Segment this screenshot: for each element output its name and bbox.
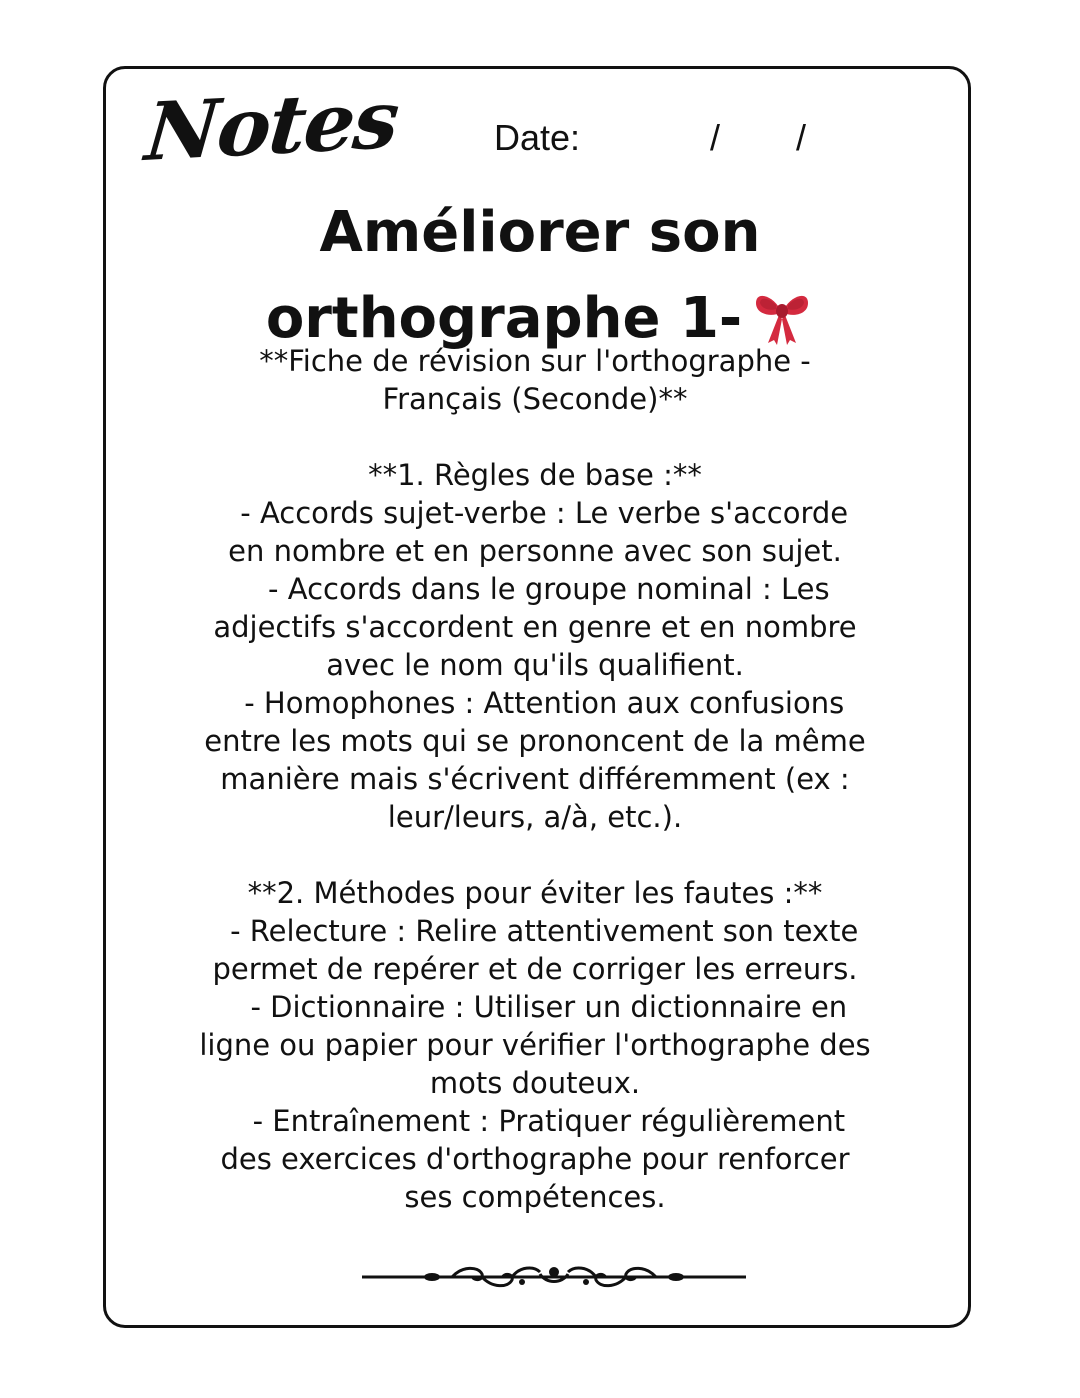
body-line: leur/leurs, a/à, etc.). — [387, 800, 683, 834]
body-line: en nombre et en personne avec son sujet. — [228, 534, 842, 568]
title-line-1: Améliorer son — [319, 200, 761, 265]
body-line: manière mais s'écrivent différemment (ex : — [220, 762, 850, 796]
section-heading: **2. Méthodes pour éviter les fautes :** — [247, 876, 823, 910]
body-line: adjectifs s'accordent en genre et en nombre — [213, 610, 857, 644]
body-line: permet de repérer et de corriger les erreurs. — [212, 952, 858, 986]
notes-brand-title: Notes — [141, 72, 402, 179]
body-line: entre les mots qui se prononcent de la même — [204, 724, 866, 758]
body-line: - Accords sujet-verbe : Le verbe s'accorde — [221, 496, 849, 530]
body-line: - Relecture : Relire attentivement son texte — [211, 914, 859, 948]
body-line: mots douteux. — [429, 1066, 641, 1100]
body-line — [150, 418, 920, 456]
section-heading: **1. Règles de base :** — [368, 458, 702, 492]
body-line: **Fiche de révision sur l'orthographe - — [259, 344, 811, 378]
body-line: - Entraînement : Pratiquer régulièrement — [224, 1104, 846, 1138]
body-line: des exercices d'orthographe pour renforcer — [220, 1142, 850, 1176]
body-line: ses compétences. — [404, 1180, 666, 1214]
title-line-2: orthographe 1- — [265, 286, 743, 351]
body-line: avec le nom qu'ils qualifient. — [326, 648, 744, 682]
ribbon-bow-icon — [750, 285, 814, 349]
body-line: - Dictionnaire : Utiliser un dictionnaire en — [222, 990, 848, 1024]
body-line: - Homophones : Attention aux confusions — [225, 686, 845, 720]
body-line: Français (Seconde)** — [382, 382, 688, 416]
revision-notes-body — [150, 342, 920, 1216]
ornamental-divider-icon — [362, 1262, 746, 1292]
body-line — [150, 836, 920, 874]
date-separator-2: / — [796, 117, 807, 158]
body-line: - Accords dans le groupe nominal : Les — [240, 572, 830, 606]
body-line: ligne ou papier pour vérifier l'orthographe des — [199, 1028, 871, 1062]
page-title — [160, 190, 920, 362]
date-separator-1: / — [710, 117, 721, 158]
date-field — [494, 116, 834, 160]
date-label: Date: — [494, 117, 581, 158]
